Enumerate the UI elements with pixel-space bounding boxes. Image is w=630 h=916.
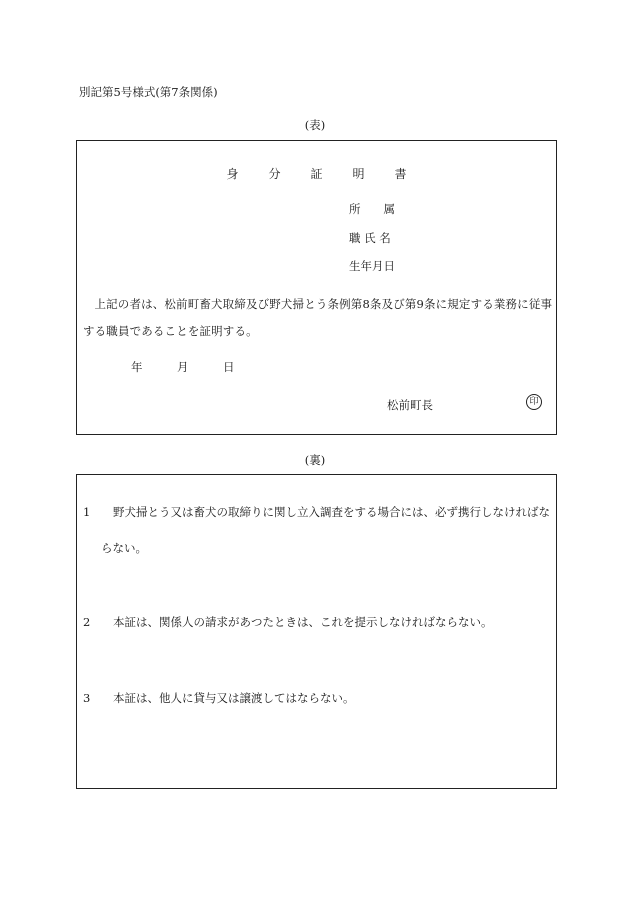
item-number: 3 <box>83 691 91 705</box>
certification-statement: 上記の者は、松前町畜犬取締及び野犬掃とう条例第8条及び第9条に規定する業務に従事する職員であることを証明する。 <box>83 297 553 338</box>
item-text: 本証は、他人に貸与又は譲渡してはならない。 <box>113 691 355 705</box>
form-header: 別記第5号様式(第7条関係) <box>79 85 218 99</box>
item-text: 本証は、関係人の請求があつたときは、これを提示しなければならない。 <box>113 615 493 629</box>
issuer-mayor: 松前町長 <box>387 398 433 412</box>
front-side-label: (表) <box>304 118 326 132</box>
field-position-name: 職 氏 名 <box>349 231 391 245</box>
list-item <box>83 680 553 716</box>
back-side-label: (裏) <box>304 453 326 467</box>
field-birthdate: 生年月日 <box>349 259 395 273</box>
item-number: 2 <box>83 615 91 629</box>
list-item <box>83 604 553 640</box>
list-item <box>83 494 553 566</box>
card-title: 身分証明書 <box>226 167 437 181</box>
item-number: 1 <box>83 505 91 519</box>
item-text: 野犬掃とう又は畜犬の取締りに関し立入調査をする場合には、必ず携行しなければならない。 <box>101 505 550 555</box>
issue-date: 年 月 日 <box>131 360 235 374</box>
field-affiliation: 所 属 <box>349 202 395 216</box>
id-card-front <box>76 140 557 435</box>
seal-mark: 印 <box>526 394 542 410</box>
id-card-back <box>76 474 557 789</box>
